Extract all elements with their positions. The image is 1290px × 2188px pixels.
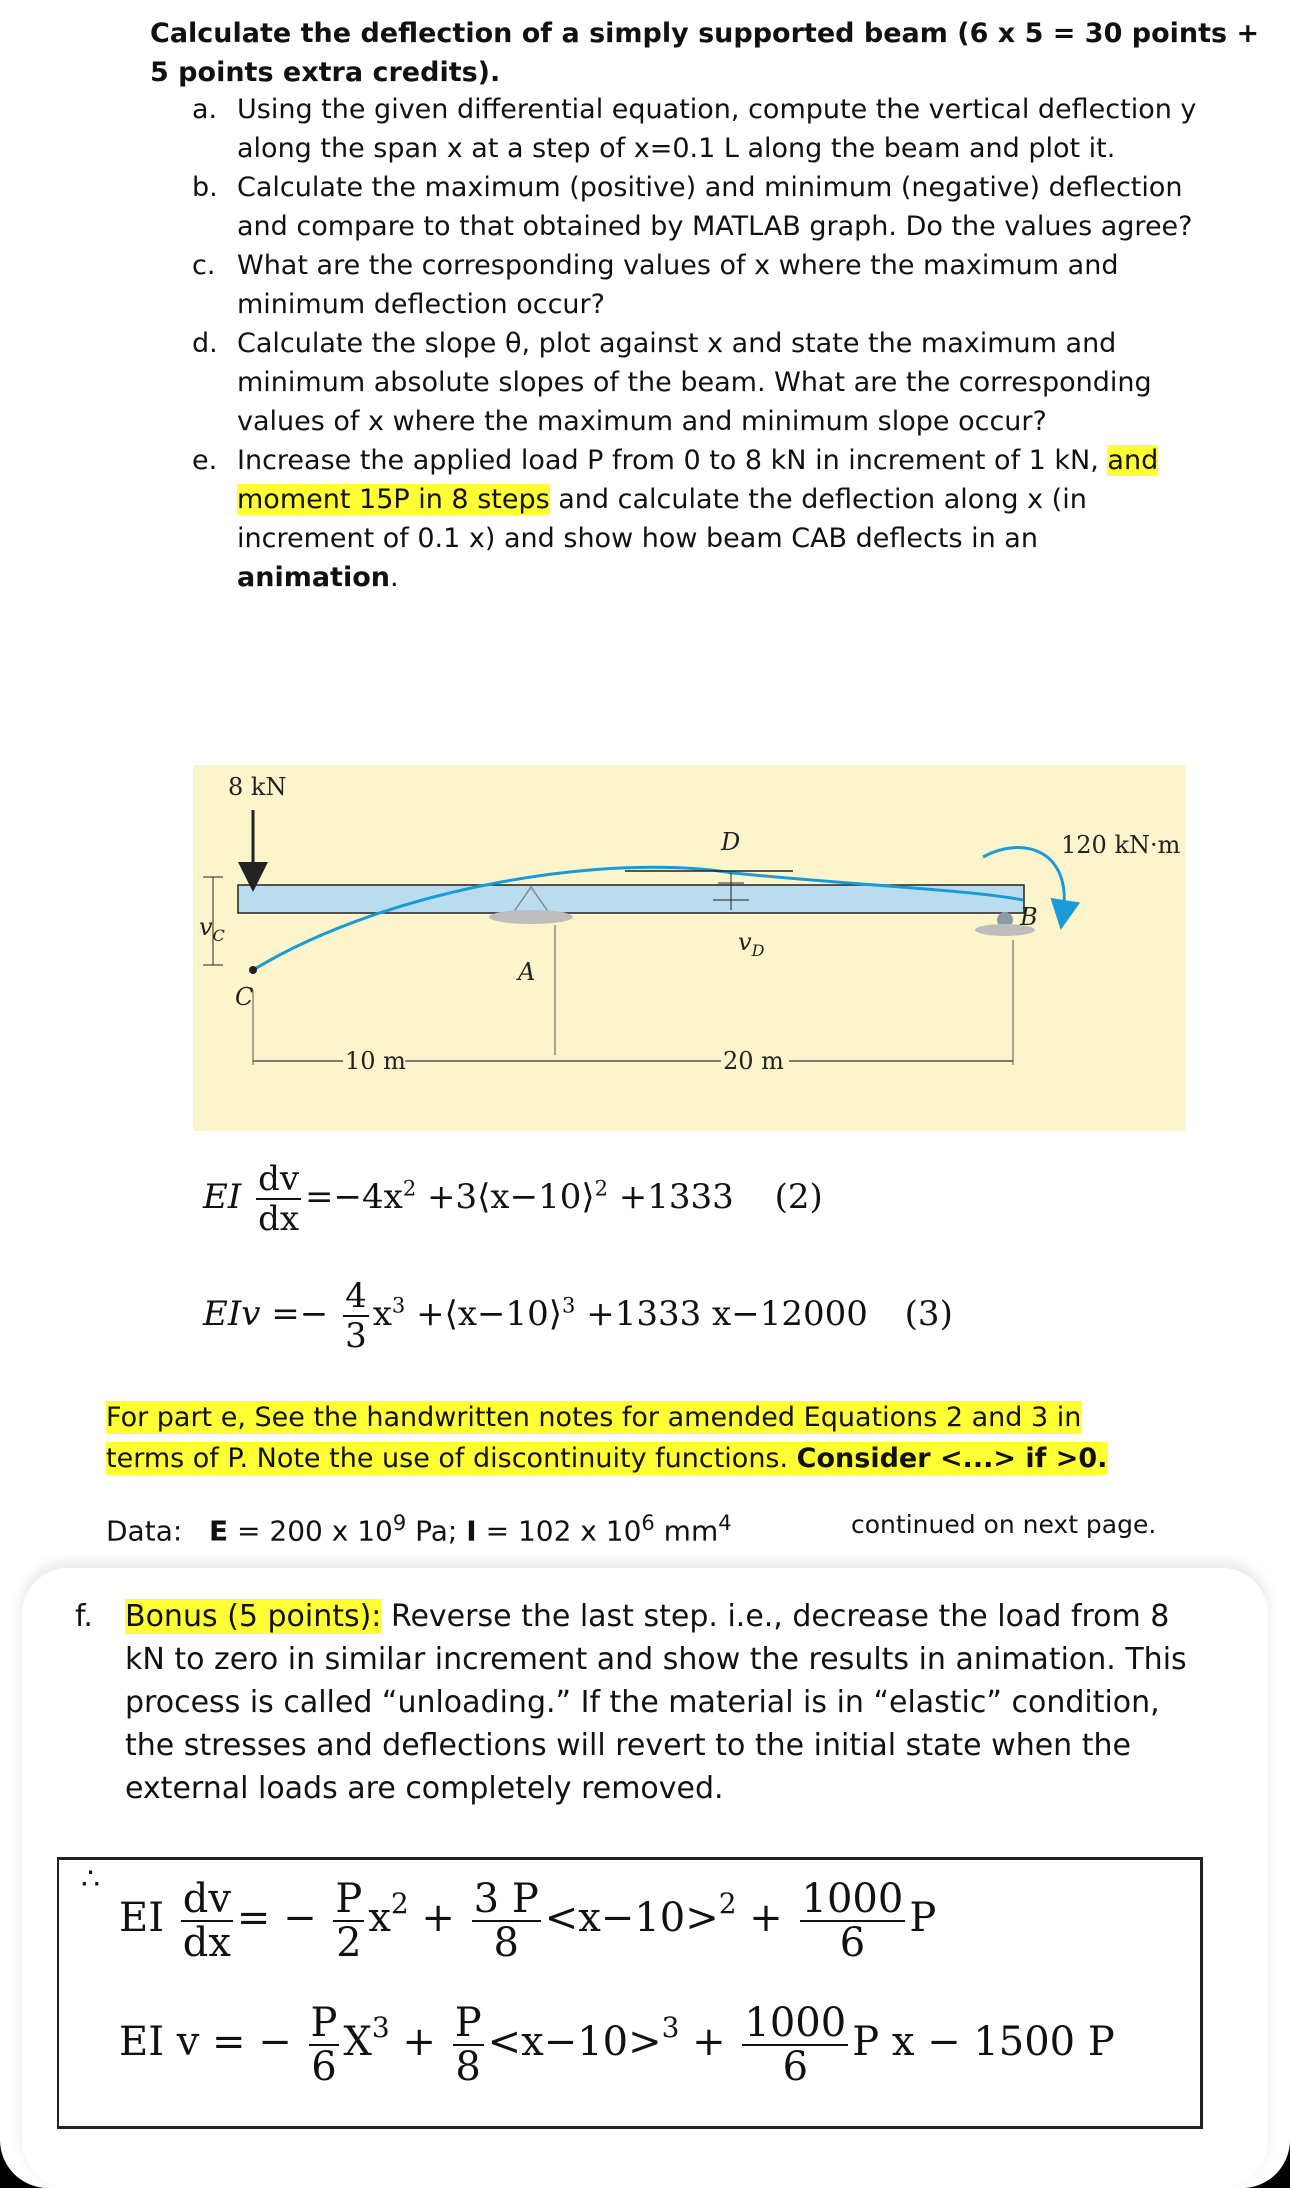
question-parts bbox=[192, 90, 1202, 597]
therefore-symbol: ∴ bbox=[81, 1862, 101, 1897]
load-label: 8 kN bbox=[228, 773, 287, 801]
inertia-exponent: 6 bbox=[641, 1511, 655, 1535]
part-e-text-before: Increase the applied load P from 0 to 8 kN in increment of 1 kN, bbox=[237, 445, 1108, 476]
hw1-bracket: <x−10> bbox=[544, 1895, 719, 1941]
part-c bbox=[192, 246, 1202, 324]
eq3-exponent-b: 3 bbox=[562, 1293, 576, 1318]
part-e-highlight: and moment 15P in 8 steps bbox=[237, 445, 1159, 515]
hw2-term3 bbox=[742, 2002, 848, 2088]
hw2-term2-den: 8 bbox=[455, 2044, 481, 2090]
part-e bbox=[192, 441, 1202, 597]
beam-figure bbox=[193, 765, 1186, 1131]
hw2-bracket: <x−10> bbox=[487, 2019, 662, 2065]
hw2-term2-num: P bbox=[454, 2000, 482, 2046]
bonus-text: Reverse the last step. i.e., decrease the load from 8 kN to zero in similar increment and show the results in animation. This process is called “unloading.” If the material is in “elastic” condition, the stresses and deflections will revert to the initial state when the external loads are completely removed. bbox=[125, 1599, 1187, 1806]
hw1-term1-den: 2 bbox=[336, 1920, 362, 1966]
beam-body bbox=[238, 885, 1024, 913]
data-line bbox=[106, 1503, 1226, 1551]
hw2-x-exp: 3 bbox=[371, 2011, 390, 2044]
modulus-unit: Pa; bbox=[406, 1514, 467, 1548]
hw1-term1-num: P bbox=[335, 1876, 363, 1922]
eq3-rhs-a: x bbox=[372, 1294, 392, 1334]
hw2-term3-num: 1000 bbox=[744, 2000, 847, 2046]
hw1-term3-den: 6 bbox=[839, 1920, 866, 1966]
hw1-term1 bbox=[333, 1878, 364, 1964]
eq3-rhs-b: +⟨x−10⟩ bbox=[405, 1294, 563, 1334]
hw2-bracket-exp: 3 bbox=[661, 2011, 680, 2044]
part-letter: c. bbox=[192, 250, 216, 281]
hw1-term3-num: 1000 bbox=[801, 1876, 904, 1922]
inertia-symbol: I bbox=[466, 1514, 477, 1548]
eq2-derivative bbox=[256, 1160, 301, 1238]
point-b-label: B bbox=[1020, 903, 1038, 931]
eq2-denominator: dx bbox=[258, 1199, 300, 1239]
hw1-lhs: EI bbox=[119, 1895, 164, 1941]
hw2-term2 bbox=[453, 2002, 484, 2088]
part-letter: b. bbox=[192, 172, 218, 203]
part-f-bonus bbox=[75, 1595, 1205, 1810]
eq2-rhs-a: =−4x bbox=[305, 1177, 403, 1217]
modulus-symbol: E bbox=[209, 1514, 229, 1548]
part-letter: e. bbox=[192, 445, 218, 476]
beam-diagram bbox=[193, 765, 1186, 1131]
hw2-lhs: EI v = − bbox=[119, 2019, 292, 2065]
eq2-tag: (2) bbox=[774, 1177, 823, 1217]
hw1-eq: = − bbox=[236, 1895, 317, 1941]
hw1-num: dv bbox=[182, 1876, 231, 1922]
hw2-term3-den: 6 bbox=[782, 2044, 809, 2090]
hw2-plus: + bbox=[402, 2019, 436, 2065]
hw2-term1 bbox=[309, 2002, 340, 2088]
eq3-exponent: 3 bbox=[391, 1293, 406, 1318]
eq3-tag: (3) bbox=[904, 1294, 953, 1334]
part-e-text-after: and calculate the deflection along x (in increment of 0.1 x) and show how beam CAB deflects in an bbox=[237, 484, 1087, 554]
part-e-end: . bbox=[389, 562, 399, 593]
dimension-label-right: 20 m bbox=[723, 1047, 784, 1075]
bonus-highlight: Bonus (5 points): bbox=[125, 1599, 382, 1634]
hw1-term2 bbox=[472, 1878, 541, 1964]
part-a bbox=[192, 90, 1202, 168]
hw1-term3 bbox=[800, 1878, 906, 1964]
part-text bbox=[237, 441, 1202, 597]
point-c-dot bbox=[249, 966, 257, 974]
eq3-fraction bbox=[343, 1277, 369, 1355]
hw1-bracket-exp: 2 bbox=[718, 1887, 737, 1920]
eq3-rhs-c: +1333 x−12000 bbox=[575, 1294, 868, 1334]
handwritten-equations-box bbox=[57, 1857, 1203, 2129]
continued-note: continued on next page. bbox=[851, 1510, 1157, 1539]
inertia-unit: mm bbox=[654, 1514, 719, 1548]
eq2-exponent: 2 bbox=[402, 1176, 417, 1201]
inertia-value: = 102 x 10 bbox=[476, 1514, 642, 1548]
equation-3 bbox=[203, 1277, 953, 1355]
hw1-p: P bbox=[909, 1895, 937, 1941]
part-text: Calculate the slope θ, plot against x and state the maximum and minimum absolute slopes of the beam. What are the corresponding values of x where the maximum and minimum slope occur? bbox=[237, 328, 1152, 437]
hw1-plus: + bbox=[421, 1895, 455, 1941]
problem-title: Calculate the deflection of a simply supported beam (6 x 5 = 30 points + 5 points extra credits). bbox=[150, 18, 1260, 88]
part-b bbox=[192, 168, 1202, 246]
hw1-term2-num: 3 P bbox=[473, 1876, 539, 1922]
note-line-2-text: terms of P. Note the use of discontinuity functions. bbox=[106, 1443, 797, 1474]
hw2-x: X bbox=[343, 2019, 372, 2065]
hw1-den: dx bbox=[182, 1920, 231, 1966]
point-d-label: D bbox=[721, 828, 741, 856]
eq2-exponent-b: 2 bbox=[594, 1176, 608, 1201]
hw2-term1-num: P bbox=[310, 2000, 338, 2046]
eq3-lhs: EIv =− bbox=[203, 1294, 329, 1334]
part-letter: d. bbox=[192, 328, 218, 359]
part-letter: f. bbox=[75, 1599, 93, 1634]
dimension-label-left: 10 m bbox=[345, 1047, 406, 1075]
moment-label: 120 kN·m bbox=[1061, 831, 1181, 859]
modulus-value: = 200 x 10 bbox=[228, 1514, 393, 1548]
deflection-curve bbox=[253, 867, 1023, 970]
hw1-plus2: + bbox=[749, 1895, 783, 1941]
vc-label: $v_C$ bbox=[199, 913, 225, 945]
part-text bbox=[125, 1595, 1205, 1810]
eq2-lhs: EI bbox=[203, 1177, 242, 1217]
part-e-note bbox=[106, 1397, 1186, 1479]
eq3-numerator: 4 bbox=[345, 1276, 367, 1316]
hw1-x-exp: 2 bbox=[390, 1887, 409, 1920]
part-text: What are the corresponding values of x where the maximum and minimum deflection occur? bbox=[237, 250, 1119, 320]
inertia-unit-exponent: 4 bbox=[718, 1511, 732, 1535]
hw2-tail: P x − 1500 P bbox=[852, 2019, 1115, 2065]
hw1-derivative bbox=[181, 1878, 233, 1964]
eq3-denominator: 3 bbox=[345, 1316, 367, 1356]
eq2-rhs-b: +3⟨x−10⟩ bbox=[416, 1177, 595, 1217]
eq2-rhs-c: +1333 bbox=[607, 1177, 734, 1217]
note-line-2-bold: Consider <...> if >0. bbox=[796, 1443, 1108, 1474]
eq2-numerator: dv bbox=[258, 1159, 300, 1199]
point-c-label: C bbox=[235, 983, 254, 1011]
vd-label: $v_D$ bbox=[738, 928, 765, 960]
point-a-label: A bbox=[518, 958, 536, 986]
handwritten-eq-2 bbox=[119, 2002, 1115, 2088]
part-text: Using the given differential equation, compute the vertical deflection y along the span x at a step of x=0.1 L along the beam and plot it. bbox=[237, 94, 1197, 164]
note-line-1: For part e, See the handwritten notes for amended Equations 2 and 3 in bbox=[106, 1402, 1082, 1433]
handwritten-eq-1 bbox=[119, 1878, 936, 1964]
part-d bbox=[192, 324, 1202, 441]
hw2-plus2: + bbox=[692, 2019, 726, 2065]
equation-2 bbox=[203, 1160, 823, 1238]
note-line-2 bbox=[106, 1442, 1107, 1475]
support-a-ground bbox=[489, 910, 573, 924]
part-e-bold-word: animation bbox=[237, 562, 390, 593]
hw1-term2-den: 8 bbox=[493, 1920, 519, 1966]
hw2-term1-den: 6 bbox=[311, 2044, 337, 2090]
modulus-exponent: 9 bbox=[392, 1511, 407, 1535]
hw1-x: x bbox=[368, 1895, 391, 1941]
data-label: Data: bbox=[106, 1514, 183, 1548]
part-text: Calculate the maximum (positive) and minimum (negative) deflection and compare to that obtained by MATLAB graph. Do the values agree? bbox=[237, 172, 1193, 242]
part-letter: a. bbox=[192, 94, 218, 125]
